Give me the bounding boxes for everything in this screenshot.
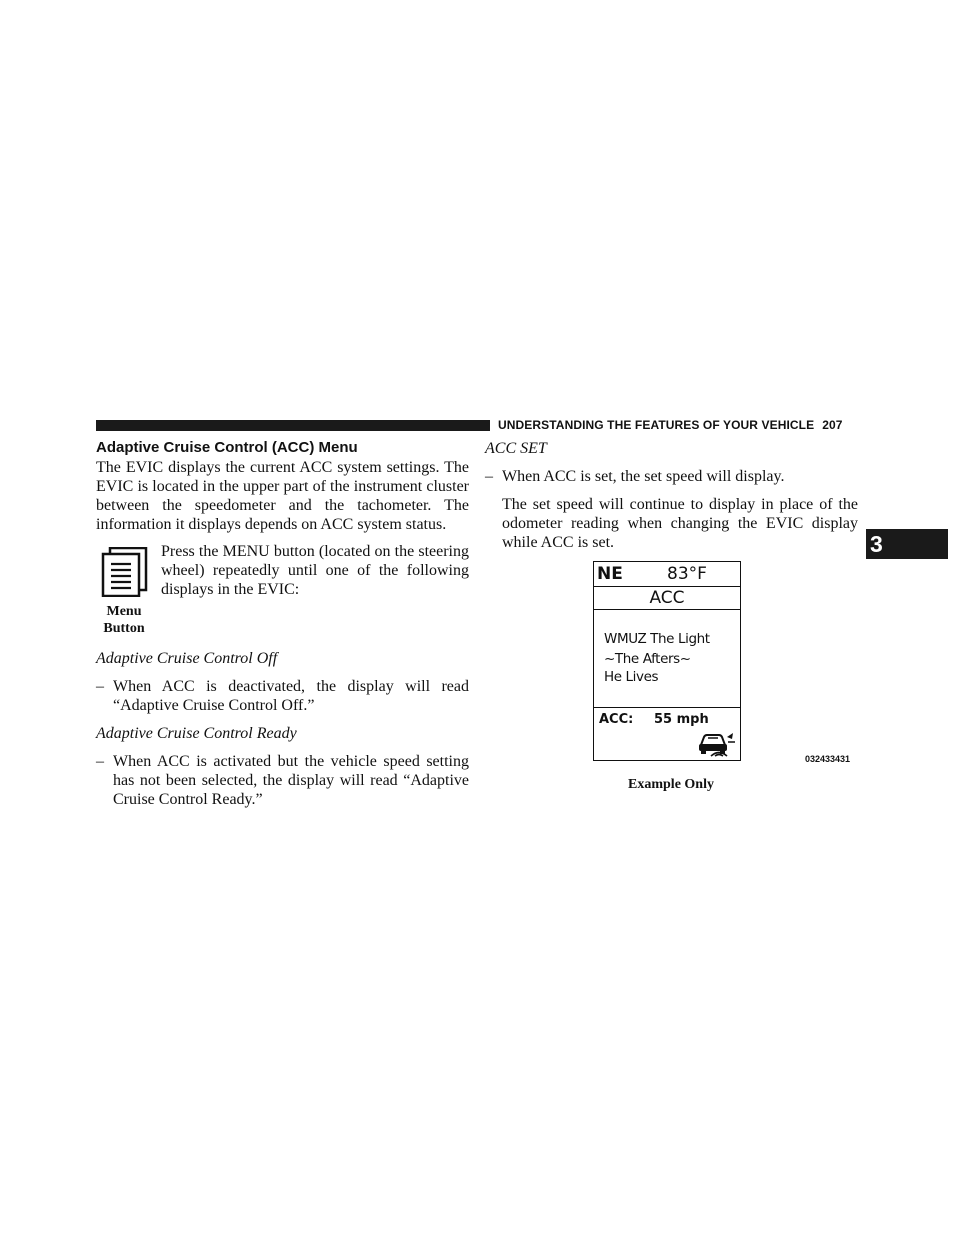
off-subheading: Adaptive Cruise Control Off bbox=[96, 650, 278, 667]
acc-set-list-item bbox=[485, 467, 858, 486]
menu-icon-caption bbox=[94, 603, 154, 637]
list-dash: – bbox=[96, 753, 104, 770]
acc-label: ACC: bbox=[599, 712, 634, 727]
list-dash: – bbox=[485, 468, 493, 485]
image-code: 032433431 bbox=[805, 754, 851, 764]
menu-button-icon bbox=[100, 547, 148, 597]
header-rule bbox=[96, 420, 490, 431]
chapter-tab bbox=[866, 529, 948, 559]
evic-mode-title: ACC bbox=[594, 587, 740, 610]
menu-caption-line2: Button bbox=[103, 621, 145, 636]
evic-compass-row bbox=[594, 562, 740, 587]
acc-set-speed: 55 mph bbox=[654, 712, 709, 727]
image-caption: Example Only bbox=[628, 777, 714, 792]
menu-caption-line1: Menu bbox=[106, 604, 142, 619]
section-heading: Adaptive Cruise Control (ACC) Menu bbox=[96, 439, 358, 456]
ready-subheading: Adaptive Cruise Control Ready bbox=[96, 725, 297, 742]
outside-temperature: 83°F bbox=[667, 564, 707, 584]
compass-direction: NE bbox=[597, 564, 623, 584]
radio-line-1: WMUZ The Light bbox=[604, 631, 710, 647]
evic-acc-row bbox=[594, 707, 740, 760]
ready-list-item bbox=[96, 752, 469, 809]
acc-set-subheading: ACC SET bbox=[485, 440, 547, 457]
off-list-item bbox=[96, 677, 469, 715]
chapter-number: 3 bbox=[870, 531, 883, 557]
section-title: UNDERSTANDING THE FEATURES OF YOUR VEHICLE bbox=[498, 418, 815, 432]
evic-display-illustration bbox=[593, 561, 741, 761]
off-description: When ACC is deactivated, the display will read “Adaptive Cruise Control Off.” bbox=[113, 678, 469, 714]
intro-paragraph: The EVIC displays the current ACC system settings. The EVIC is located in the upper part of the instrument cluster between the speedometer and the tachometer. The information it displays depends on ACC system status. bbox=[96, 459, 469, 533]
running-header bbox=[498, 417, 860, 433]
radio-line-2: ~The Afters~ bbox=[604, 651, 691, 667]
acc-set-description: When ACC is set, the set speed will display. bbox=[502, 468, 785, 485]
menu-instruction: Press the MENU button (located on the steering wheel) repeatedly until one of the following displays in the EVIC: bbox=[161, 543, 469, 598]
acc-set-paragraph: The set speed will continue to display in place of the odometer reading when changing the EVIC display while ACC is set. bbox=[502, 496, 858, 551]
page-number: 207 bbox=[822, 418, 843, 432]
radio-line-3: He Lives bbox=[604, 669, 659, 685]
list-dash: – bbox=[96, 678, 104, 695]
ready-description: When ACC is activated but the vehicle speed setting has not been selected, the display will read “Adaptive Cruise Control Ready.” bbox=[113, 753, 469, 808]
acc-vehicle-icon bbox=[697, 729, 737, 757]
